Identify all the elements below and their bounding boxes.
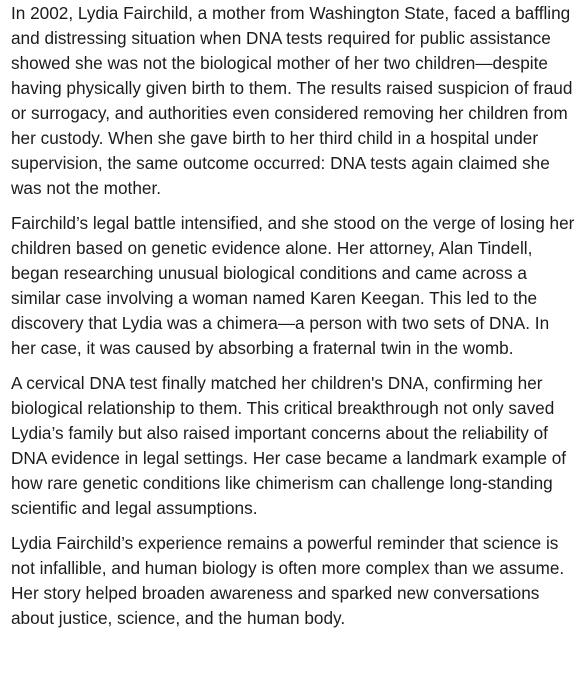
paragraph-4: Lydia Fairchild’s experience remains a powerful reminder that science is not infallible, and human biology is often more complex than we assume. Her story helped broaden awareness and sparked new conversations about justice, science, and the human body. [11,533,565,628]
paragraph-1: In 2002, Lydia Fairchild, a mother from Washington State, faced a baffling and distressing situation when DNA tests required for public assistance showed she was not the biological mother of her two children—despite having physically given birth to them. The results raised suspicion of fraud or surrogacy, and authorities even considered removing her children from her custody. When she gave birth to her third child in a hospital under supervision, the same outcome occurred: DNA tests again claimed she was not the mother. [11,3,573,198]
paragraph-3: A cervical DNA test finally matched her children's DNA, confirming her biological relationship to them. This critical breakthrough not only saved Lydia’s family but also raised important concerns about the reliability of DNA evidence in legal settings. Her case became a landmark example of how rare genetic conditions like chimerism can challenge long-standing scientific and legal assumptions. [11,373,567,518]
paragraph-2: Fairchild’s legal battle intensified, and she stood on the verge of losing her children based on genetic evidence alone. Her attorney, Alan Tindell, began researching unusual biological conditions and came across a similar case involving a woman named Karen Keegan. This led to the discovery that Lydia was a chimera—a person with two sets of DNA. In her case, it was caused by absorbing a fraternal twin in the womb. [11,213,575,358]
